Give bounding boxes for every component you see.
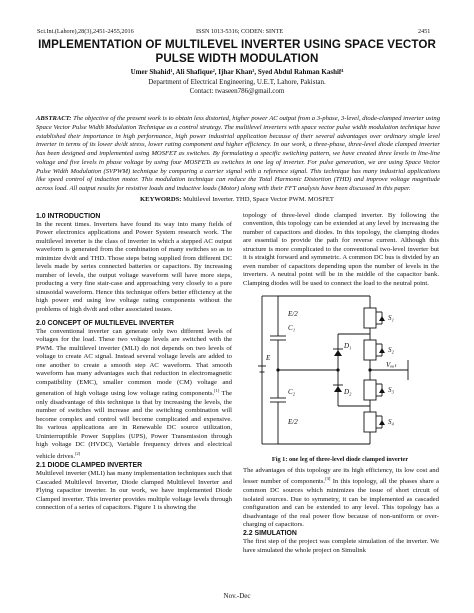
section-2-text-a: The conventional inverter can generate only two different levels of voltages for the load. These two voltage levels are switched with the PWM. The multilevel inverter (MLI) do not depends on two levels of voltage to create AC signal. Instead several voltage levels are added to one another to create a smooth step AC waveform. That smooth waveform has many advantages such that reduction in electromagnetic compatibility (EMC), smaller common mode (CM) voltage and generation of high voltage using low voltage rating components. (36, 327, 232, 398)
right-column-top (243, 212, 439, 288)
half-voltage-top-label: E/2 (288, 310, 298, 318)
keywords-label: KEYWORDS: (140, 196, 182, 203)
topology-paragraph: topology of three-level diode clamped inverter. By following the convention, this topology can be extended at any level by increasing the number of capacitors and diodes. In this topology, the clamping diodes are essential to provide the path for reverse current. Although this structure is more complicated to the conventional two-level inverter but it is straight forward and symmetric. A common DC bus is divided by an even number of capacitors depending upon the number of levels in the inverters. A neutral point will be in the middle of the capacitor bank. Clamping diodes will be used to connect the load to the neutral point. (243, 212, 439, 287)
advantages-paragraph (243, 467, 439, 529)
issn-line: ISSN 1013-5316; CODEN: SINTE (196, 28, 284, 35)
section-2-1-paragraph: Multilevel inverter (MLI) has many implementation techniques such that Cascaded Multilevel Inverter, Diode clamped Multilevel Inverter and Flying capacitor inverter. In our work, we have implemented Diode Clamped inverter. This inverter provides multiple voltage levels through connection of a series of capacitors. Figure 1 is showing the (36, 470, 232, 512)
abstract-label: ABSTRACT: (36, 115, 72, 122)
section-2-2-heading: 2.2 SIMULATION (243, 530, 297, 538)
advantages-text-a: The advantages of this topology are its high efficiency, its low cost and lesser number of components. (243, 467, 439, 486)
switch-s3-label: S₃ (388, 386, 394, 394)
reference-2: [2] (75, 450, 81, 456)
section-2-1-heading: 2.1 DIODE CLAMPED INVERTER (36, 462, 143, 470)
paper-title-line-1: IMPLEMENTATION OF MULTILEVEL INVERTER USING SPACE VECTOR (38, 38, 436, 51)
author-department: Department of Electrical Engineering, U.E.T, Lahore, Pakistan. (148, 78, 326, 86)
section-2-text-b: The only disadvantage of this technique is that by increasing the levels, the number of switches will increase and the switching combination will become complex and control will become complicated and expensive. Its various applications are in Renewable DC source utilization, Uninterruptible Power Supplies (UPS), Power Transmission through high voltage DC (HVDC), Variable frequency drives and electrical vehicle drives. (36, 390, 232, 460)
keywords-text: Multilevel Inverter. THD, Space Vector PWM. MOSFET (183, 196, 334, 203)
section-1-heading: 1.0 INTRODUCTION (36, 213, 101, 220)
abstract-text: The objective of the present work is to obtain less distorted, higher power AC output from a 3-phase, 3-level, diode-clamped inverter using Space Vector Pulse Width Modulation Technique as a control strategy. The multilevel inverters with space vector pulse width modulation technique have established their importance in high performance, high power industrial application because of their several advantages over ordinary single level inverter in terms of its lower dv/dt stress, lower rating component and higher efficiency. In our work, a three-phase, three-level diode clamped inverter has been designed and implemented using MOSFET as switches. By formulating a specific switching pattern, we have created three levels in line-line voltage and five levels in phase voltage by using four MOSFETs as switches in one leg of inverter. For pulse generation, we are using Space Vector Pulse Width Modulation (SVPWM) technique by comparing a carrier signal with a reference signal. This technique has many industrial applications like speed control of induction motor. This modulation technique can reduce the Total Harmonic Distortion (THD) and improve voltage magnitude across load. All output results for resistive loads and inductive loads (Motor) along with their FFT analysis have been discussed in this paper. (36, 115, 440, 192)
diode-clamped-inverter-figure (258, 290, 420, 450)
capacitor-c2-label: C₂ (288, 388, 296, 396)
page-number: 2451 (418, 28, 431, 35)
page-footer: Nov.-Dec (223, 592, 251, 600)
reference-1: [1] (214, 388, 220, 394)
section-1-paragraph: In the recent times. Inverters have found its way into many fields of Power electronics applications and Power System research work. The multilevel inverter is the class of inverter in which a stepped AC output waveform is generated from the combination of many switches so as to minimize dv/dt and THD. Those steps being supplied from different DC levels made by series connected batteries or capacitors. By increasing number of levels, the output voltage waveform will have more steps, producing a very fine stair-case and approaching very closely to a pure sinusoidal waveform. Hence this technique offers better efficiency at the high power end using low voltage rating components without the problems of high dv/dt and other associated issues. (36, 221, 232, 313)
paper-title-line-2: PULSE WIDTH MODULATION (155, 52, 319, 65)
capacitor-c1-label: C₁ (288, 324, 296, 332)
switch-s2-label: S₂ (388, 346, 394, 354)
keywords (0, 196, 474, 203)
journal-citation: Sci.Int.(Lahore),28(3),2451-2455,2016 (37, 28, 134, 35)
author-contact: Contact: twaseen786@gmail.com (189, 87, 285, 95)
author-names: Umer Shahid¹, Ali Shafique², Ijhar Khan³, Syed Abdul Rahman Kashif⁴ (130, 68, 344, 76)
right-column-bottom (243, 467, 439, 555)
section-2-paragraph (36, 328, 232, 461)
abstract (36, 115, 440, 194)
switch-s4-label: S₄ (388, 418, 394, 426)
switch-s1-label: S₁ (388, 314, 394, 322)
source-e-label: E (266, 354, 271, 362)
left-column (36, 212, 232, 513)
diode-d2-label: D₂ (344, 388, 352, 396)
half-voltage-bottom-label: E/2 (288, 418, 298, 426)
reference-3: [3] (325, 476, 331, 482)
figure-1-caption: Fig 1: one leg of three-level diode clamped inverter (271, 456, 409, 463)
advantages-text-b: In this topology, all the phases share a common DC sources which minimizes the issue of short circuit of isolated sources. Due to symmetry, it can be implemented as cascaded configuration and can be extended to any level. This topology has a disadvantage of the real power flow because of non-uniform or over-charging of capacitors. (243, 478, 440, 528)
diode-d1-label: D₁ (344, 342, 352, 350)
section-2-2-paragraph: The first step of the project was complete simulation of the inverter. We have simulated the whole project on Simulink (243, 538, 439, 554)
output-voltage-label: Vₒᵤₜ (386, 361, 397, 369)
section-2-heading: 2.0 CONCEPT OF MULTILEVEL INVERTER (36, 319, 174, 327)
